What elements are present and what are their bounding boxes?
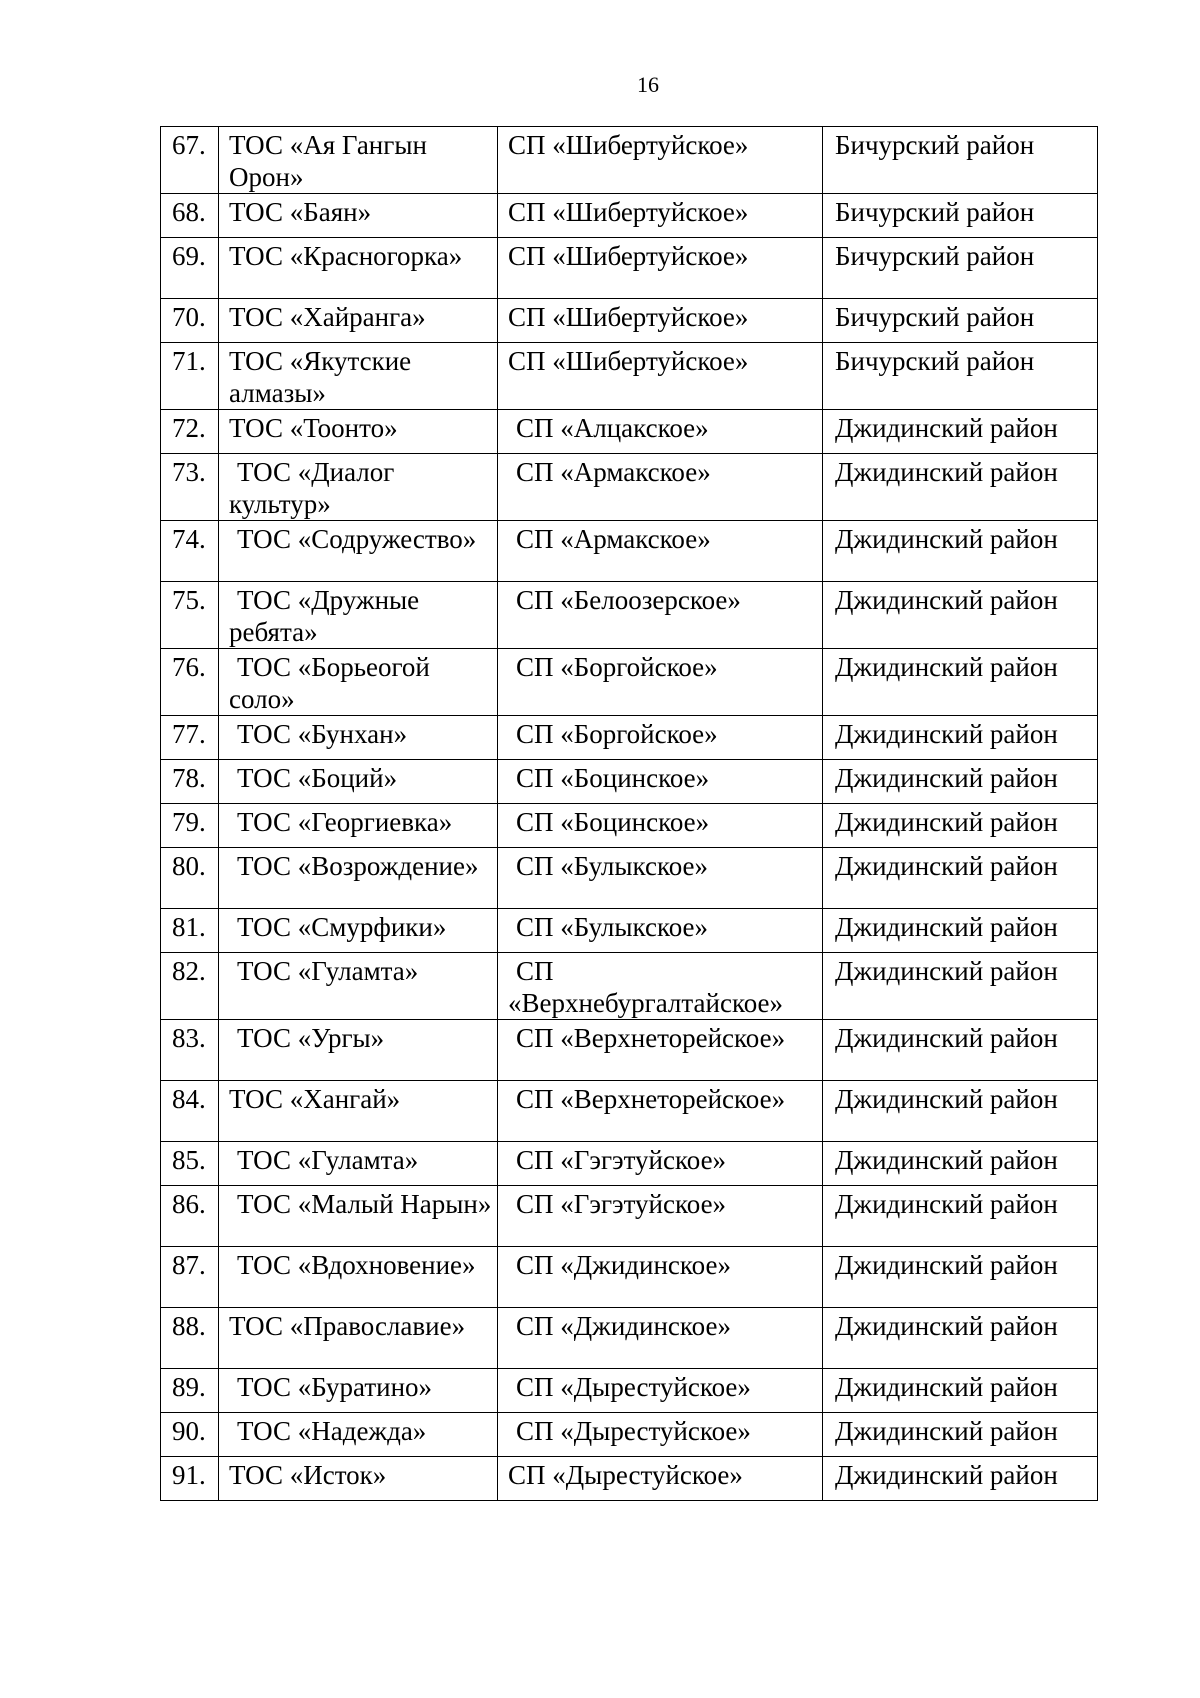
table-row [161, 343, 1098, 410]
settlement-name: СП «Армакское» [498, 454, 823, 521]
table-row [161, 848, 1098, 909]
settlement-name: СП «Белоозерское» [498, 582, 823, 649]
table-row [161, 1186, 1098, 1247]
settlement-name: СП «Верхнеторейское» [498, 1020, 823, 1081]
row-number: 82. [161, 953, 219, 1020]
row-number: 76. [161, 649, 219, 716]
row-number: 81. [161, 909, 219, 953]
district-name: Бичурский район [823, 194, 1098, 238]
table-body [161, 127, 1098, 1501]
table-row [161, 953, 1098, 1020]
district-name: Джидинский район [823, 953, 1098, 1020]
settlement-name: СП «Шибертуйское» [498, 194, 823, 238]
tos-name: ТОС «Гуламта» [219, 1142, 498, 1186]
settlement-name: СП «Боргойское» [498, 716, 823, 760]
row-number: 70. [161, 299, 219, 343]
table-row [161, 649, 1098, 716]
settlement-name: СП «Алцакское» [498, 410, 823, 454]
tos-name: ТОС «Православие» [219, 1308, 498, 1369]
settlement-name: СП «Джидинское» [498, 1308, 823, 1369]
row-number: 74. [161, 521, 219, 582]
table-row [161, 1081, 1098, 1142]
settlement-name: СП «Дырестуйское» [498, 1369, 823, 1413]
district-name: Джидинский район [823, 909, 1098, 953]
row-number: 86. [161, 1186, 219, 1247]
row-number: 68. [161, 194, 219, 238]
row-number: 85. [161, 1142, 219, 1186]
row-number: 77. [161, 716, 219, 760]
settlement-name: СП «Шибертуйское» [498, 238, 823, 299]
district-name: Джидинский район [823, 1413, 1098, 1457]
district-name: Бичурский район [823, 238, 1098, 299]
tos-name: ТОС «Ургы» [219, 1020, 498, 1081]
settlement-name: СП «Шибертуйское» [498, 343, 823, 410]
table-row [161, 804, 1098, 848]
tos-name: ТОС «Содружество» [219, 521, 498, 582]
tos-name: ТОС «Борьеогой соло» [219, 649, 498, 716]
table-row [161, 194, 1098, 238]
table-row [161, 582, 1098, 649]
district-name: Джидинский район [823, 521, 1098, 582]
district-name: Джидинский район [823, 804, 1098, 848]
tos-name: ТОС «Надежда» [219, 1413, 498, 1457]
row-number: 75. [161, 582, 219, 649]
page-number: 16 [637, 72, 659, 97]
table-row [161, 1308, 1098, 1369]
settlement-name: СП «Боцинское» [498, 804, 823, 848]
settlement-name: СП «Джидинское» [498, 1247, 823, 1308]
table-row [161, 299, 1098, 343]
settlement-name: СП «Гэгэтуйское» [498, 1186, 823, 1247]
district-name: Джидинский район [823, 760, 1098, 804]
tos-name: ТОС «Буратино» [219, 1369, 498, 1413]
tos-name: ТОС «Дружные ребята» [219, 582, 498, 649]
tos-name: ТОС «Хайранга» [219, 299, 498, 343]
row-number: 87. [161, 1247, 219, 1308]
table-row [161, 521, 1098, 582]
tos-name: ТОС «Гуламта» [219, 953, 498, 1020]
district-name: Бичурский район [823, 127, 1098, 194]
district-name: Джидинский район [823, 1081, 1098, 1142]
row-number: 73. [161, 454, 219, 521]
district-name: Джидинский район [823, 848, 1098, 909]
tos-name: ТОС «Диалог культур» [219, 454, 498, 521]
settlement-name: СП «Гэгэтуйское» [498, 1142, 823, 1186]
row-number: 84. [161, 1081, 219, 1142]
district-name: Джидинский район [823, 410, 1098, 454]
tos-name: ТОС «Смурфики» [219, 909, 498, 953]
table-row [161, 127, 1098, 194]
tos-name: ТОС «Малый Нарын» [219, 1186, 498, 1247]
row-number: 91. [161, 1457, 219, 1501]
tos-name: ТОС «Бунхан» [219, 716, 498, 760]
district-name: Джидинский район [823, 1247, 1098, 1308]
table-row [161, 1413, 1098, 1457]
table-row [161, 1247, 1098, 1308]
row-number: 67. [161, 127, 219, 194]
district-name: Джидинский район [823, 1308, 1098, 1369]
district-name: Джидинский район [823, 1457, 1098, 1501]
settlement-name: СП «Верхнеторейское» [498, 1081, 823, 1142]
tos-name: ТОС «Георгиевка» [219, 804, 498, 848]
settlement-name: СП «Верхнебургалтайское» [498, 953, 823, 1020]
row-number: 72. [161, 410, 219, 454]
tos-name: ТОС «Тоонто» [219, 410, 498, 454]
table-row [161, 909, 1098, 953]
settlement-name: СП «Боцинское» [498, 760, 823, 804]
table-row [161, 1369, 1098, 1413]
row-number: 90. [161, 1413, 219, 1457]
settlement-name: СП «Дырестуйское» [498, 1457, 823, 1501]
settlement-name: СП «Боргойское» [498, 649, 823, 716]
table-row [161, 1142, 1098, 1186]
row-number: 83. [161, 1020, 219, 1081]
table-row [161, 760, 1098, 804]
table-row [161, 410, 1098, 454]
row-number: 78. [161, 760, 219, 804]
settlement-name: СП «Шибертуйское» [498, 299, 823, 343]
tos-name: ТОС «Хангай» [219, 1081, 498, 1142]
tos-name: ТОС «Якутские алмазы» [219, 343, 498, 410]
settlement-name: СП «Булыкское» [498, 848, 823, 909]
district-name: Бичурский район [823, 343, 1098, 410]
tos-name: ТОС «Боций» [219, 760, 498, 804]
settlement-name: СП «Дырестуйское» [498, 1413, 823, 1457]
table-row [161, 454, 1098, 521]
district-name: Джидинский район [823, 649, 1098, 716]
tos-table [160, 126, 1098, 1501]
district-name: Джидинский район [823, 1020, 1098, 1081]
row-number: 89. [161, 1369, 219, 1413]
row-number: 69. [161, 238, 219, 299]
table-row [161, 1457, 1098, 1501]
table-row [161, 238, 1098, 299]
tos-name: ТОС «Красногорка» [219, 238, 498, 299]
settlement-name: СП «Шибертуйское» [498, 127, 823, 194]
tos-name: ТОС «Вдохновение» [219, 1247, 498, 1308]
district-name: Джидинский район [823, 454, 1098, 521]
settlement-name: СП «Булыкское» [498, 909, 823, 953]
row-number: 71. [161, 343, 219, 410]
district-name: Джидинский район [823, 582, 1098, 649]
row-number: 88. [161, 1308, 219, 1369]
district-name: Джидинский район [823, 716, 1098, 760]
district-name: Джидинский район [823, 1369, 1098, 1413]
tos-name: ТОС «Исток» [219, 1457, 498, 1501]
district-name: Бичурский район [823, 299, 1098, 343]
tos-name: ТОС «Возрождение» [219, 848, 498, 909]
district-name: Джидинский район [823, 1186, 1098, 1247]
row-number: 79. [161, 804, 219, 848]
tos-name: ТОС «Ая Гангын Орон» [219, 127, 498, 194]
settlement-name: СП «Армакское» [498, 521, 823, 582]
district-name: Джидинский район [823, 1142, 1098, 1186]
row-number: 80. [161, 848, 219, 909]
table-row [161, 716, 1098, 760]
tos-name: ТОС «Баян» [219, 194, 498, 238]
table-row [161, 1020, 1098, 1081]
